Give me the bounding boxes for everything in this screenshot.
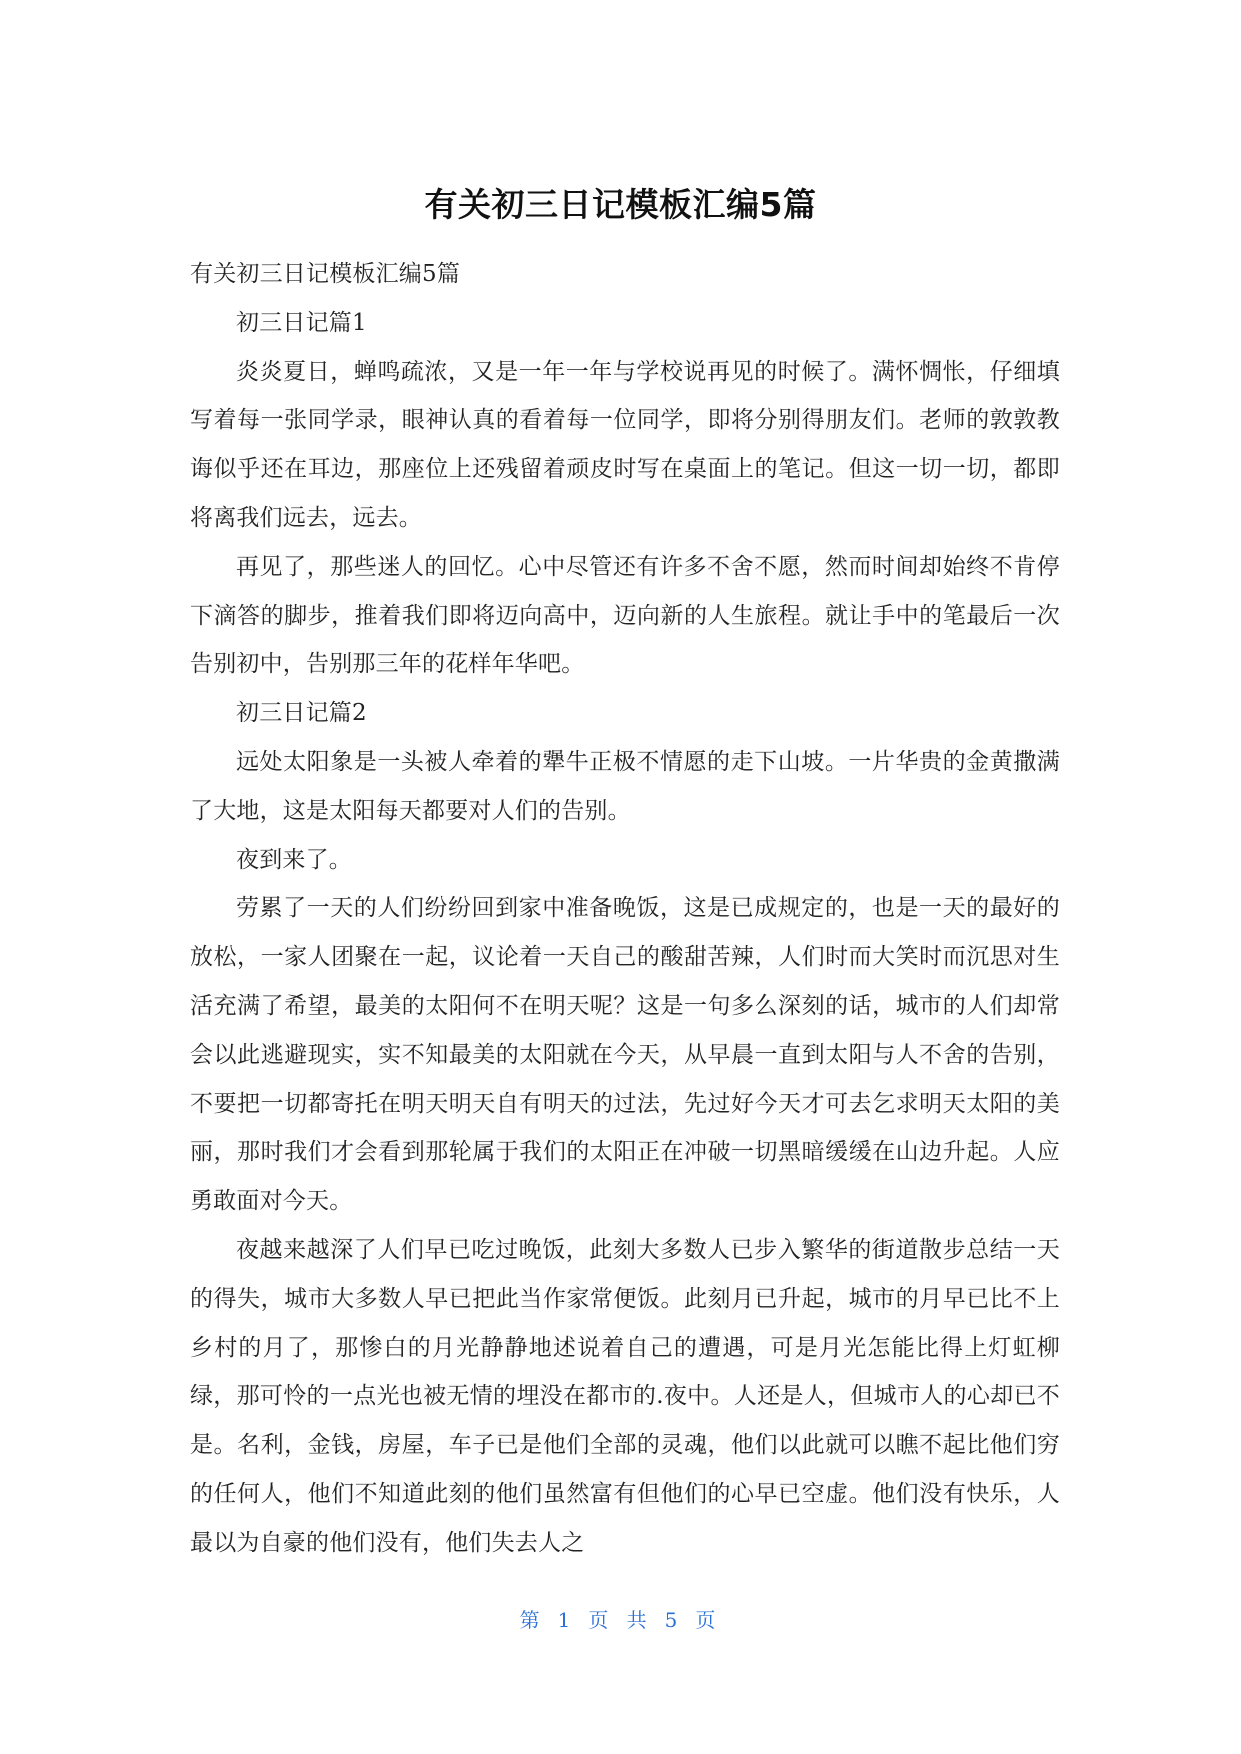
paragraph: 夜到来了。 [236, 846, 352, 873]
footer-label-page: 第 [519, 1608, 546, 1632]
footer-label-end: 页 [695, 1608, 722, 1632]
section-heading: 初三日记篇1 [236, 309, 367, 336]
footer-current-page: 1 [557, 1608, 577, 1632]
footer-label-of: 页 共 [588, 1608, 653, 1632]
paragraph: 再见了，那些迷人的回忆。心中尽管还有许多不舍不愿，然而时间却始终不肯停下滴答的脚步，推着我们即将迈向高中，迈向新的人生旅程。就让手中的笔最后一次告别初中，告别那三年的花样年华吧。 [190, 553, 1060, 678]
paragraph: 夜越来越深了人们早已吃过晚饭，此刻大多数人已步入繁华的街道散步总结一天的得失，城市大多数人早已把此当作家常便饭。此刻月已升起，城市的月早已比不上乡村的月了，那惨白的月光静静地述说着自己的遭遇，可是月光怎能比得上灯虹柳绿，那可怜的一点光也被无情的埋没在都市的.夜中。人还是人，但城市人的心却已不是。名利，金钱，房屋，车子已是他们全部的灵魂，他们以此就可以瞧不起比他们穷的任何人，他们不知道此刻的他们虽然富有但他们的心早已空虚。他们没有快乐，人最以为自豪的他们没有，他们失去人之 [190, 1236, 1060, 1556]
page-footer [0, 1604, 1241, 1633]
paragraph: 炎炎夏日，蝉鸣疏浓，又是一年一年与学校说再见的时候了。满怀惆怅，仔细填写着每一张同学录，眼神认真的看着每一位同学，即将分别得朋友们。老师的敦敦教诲似乎还在耳边，那座位上还残留着顽皮时写在桌面上的笔记。但这一切一切，都即将离我们远去，远去。 [190, 358, 1060, 531]
document-title: 有关初三日记模板汇编5篇 [424, 185, 817, 224]
document-body [190, 250, 1060, 1568]
paragraph: 劳累了一天的人们纷纷回到家中准备晚饭，这是已成规定的，也是一天的最好的放松，一家人团聚在一起，议论着一天自己的酸甜苦辣，人们时而大笑时而沉思对生活充满了希望，最美的太阳何不在明天呢？这是一句多么深刻的话，城市的人们却常会以此逃避现实，实不知最美的太阳就在今天，从早晨一直到太阳与人不舍的告别，不要把一切都寄托在明天明天自有明天的过法，先过好今天才可去乞求明天太阳的美丽，那时我们才会看到那轮属于我们的太阳正在冲破一切黑暗缓缓在山边升起。人应勇敢面对今天。 [190, 895, 1060, 1215]
footer-total-pages: 5 [664, 1608, 684, 1632]
section-heading: 初三日记篇2 [236, 700, 367, 727]
paragraph: 远处太阳象是一头被人牵着的犟牛正极不情愿的走下山坡。一片华贵的金黄撒满了大地，这是太阳每天都要对人们的告别。 [190, 748, 1060, 824]
paragraph: 有关初三日记模板汇编5篇 [190, 261, 461, 287]
